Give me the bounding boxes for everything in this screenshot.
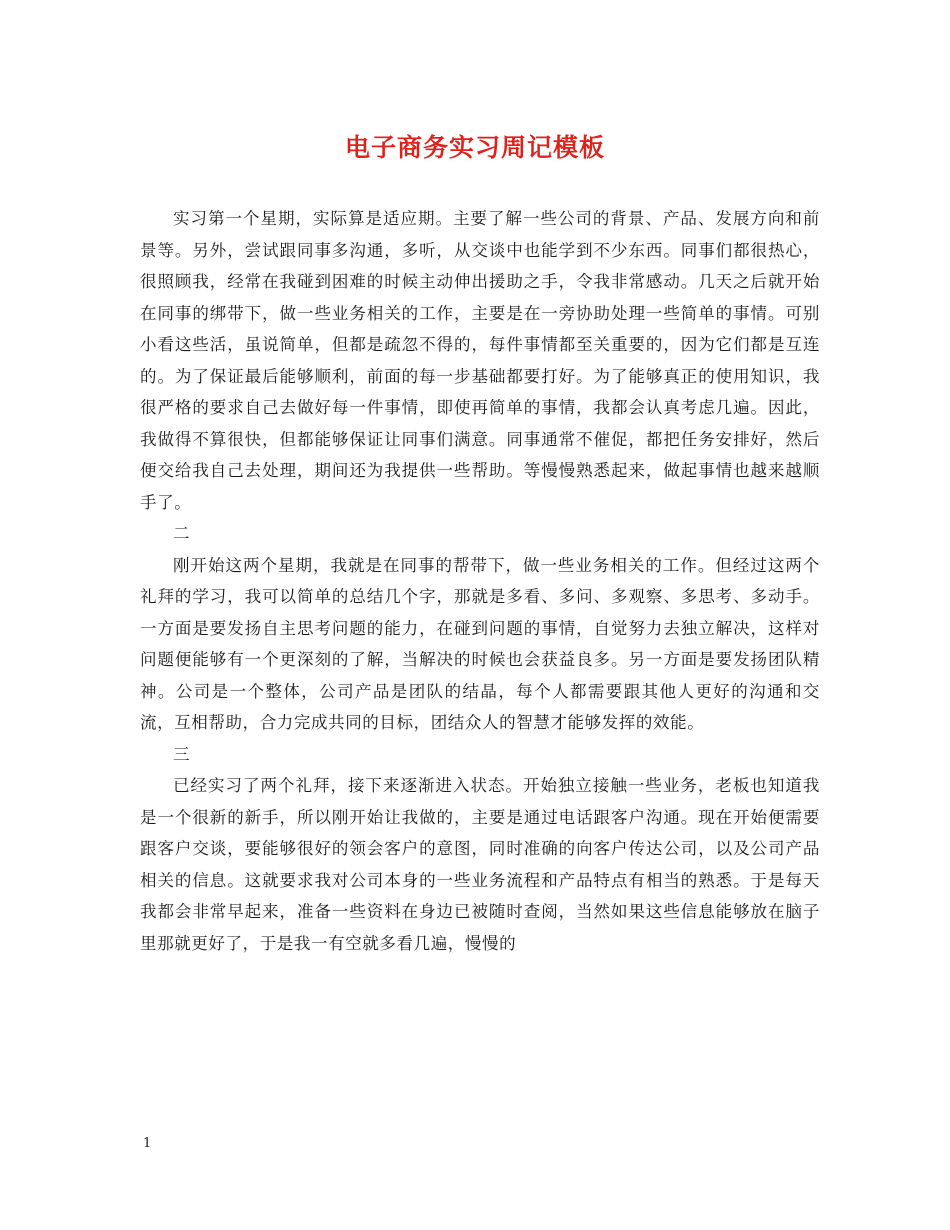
section-heading-three: 三	[173, 744, 191, 764]
paragraph-week-two: 刚开始这两个星期，我就是在同事的帮带下，做一些业务相关的工作。但经过这两个礼拜的学习，我可以简单的总结几个字，那就是多看、多问、多观察、多思考、多动手。一方面是要发扬自主思考问题的能力，在碰到问题的事情，自觉努力去独立解决，这样对问题便能够有一个更深刻的了解，当解决的时候也会获益良多。另一方面是要发扬团队精神。公司是一个整体，公司产品是团队的结晶，每个人都需要跟其他人更好的沟通和交流，互相帮助，合力完成共同的目标，团结众人的智慧才能够发挥的效能。	[140, 555, 820, 732]
paragraph-week-one: 实习第一个星期，实际算是适应期。主要了解一些公司的背景、产品、发展方向和前景等。另外，尝试跟同事多沟通，多听，从交谈中也能学到不少东西。同事们都很热心，很照顾我，经常在我碰到困难的时候主动伸出援助之手，令我非常感动。几天之后就开始在同事的绑带下，做一些业务相关的工作，主要是在一旁协助处理一些简单的事情。可别小看这些活，虽说简单，但都是疏忽不得的，每件事情都至关重要的，因为它们都是互连的。为了保证最后能够顺利，前面的每一步基础都要打好。为了能够真正的使用知识，我很严格的要求自己去做好每一件事情，即使再简单的事情，我都会认真考虑几遍。因此，我做得不算很快，但都能够保证让同事们满意。同事通常不催促，都把任务安排好，然后便交给我自己去处理，期间还为我提供一些帮助。等慢慢熟悉起来，做起事情也越来越顺手了。	[140, 209, 820, 512]
document-body	[140, 203, 820, 959]
paragraph-week-three: 已经实习了两个礼拜，接下来逐渐进入状态。开始独立接触一些业务，老板也知道我是一个很新的新手，所以刚开始让我做的，主要是通过电话跟客户沟通。现在开始便需要跟客户交谈，要能够很好的领会客户的意图，同时准确的向客户传达公司，以及公司产品相关的信息。这就要求我对公司本身的一些业务流程和产品特点有相当的熟悉。于是每天我都会非常早起来，准备一些资料在身边已被随时查阅，当然如果这些信息能够放在脑子里那就更好了，于是我一有空就多看几遍，慢慢的	[140, 776, 820, 953]
page-number: 1	[143, 1136, 152, 1151]
section-heading-two: 二	[173, 524, 191, 543]
document-title: 电子商务实习周记模板	[344, 133, 605, 162]
